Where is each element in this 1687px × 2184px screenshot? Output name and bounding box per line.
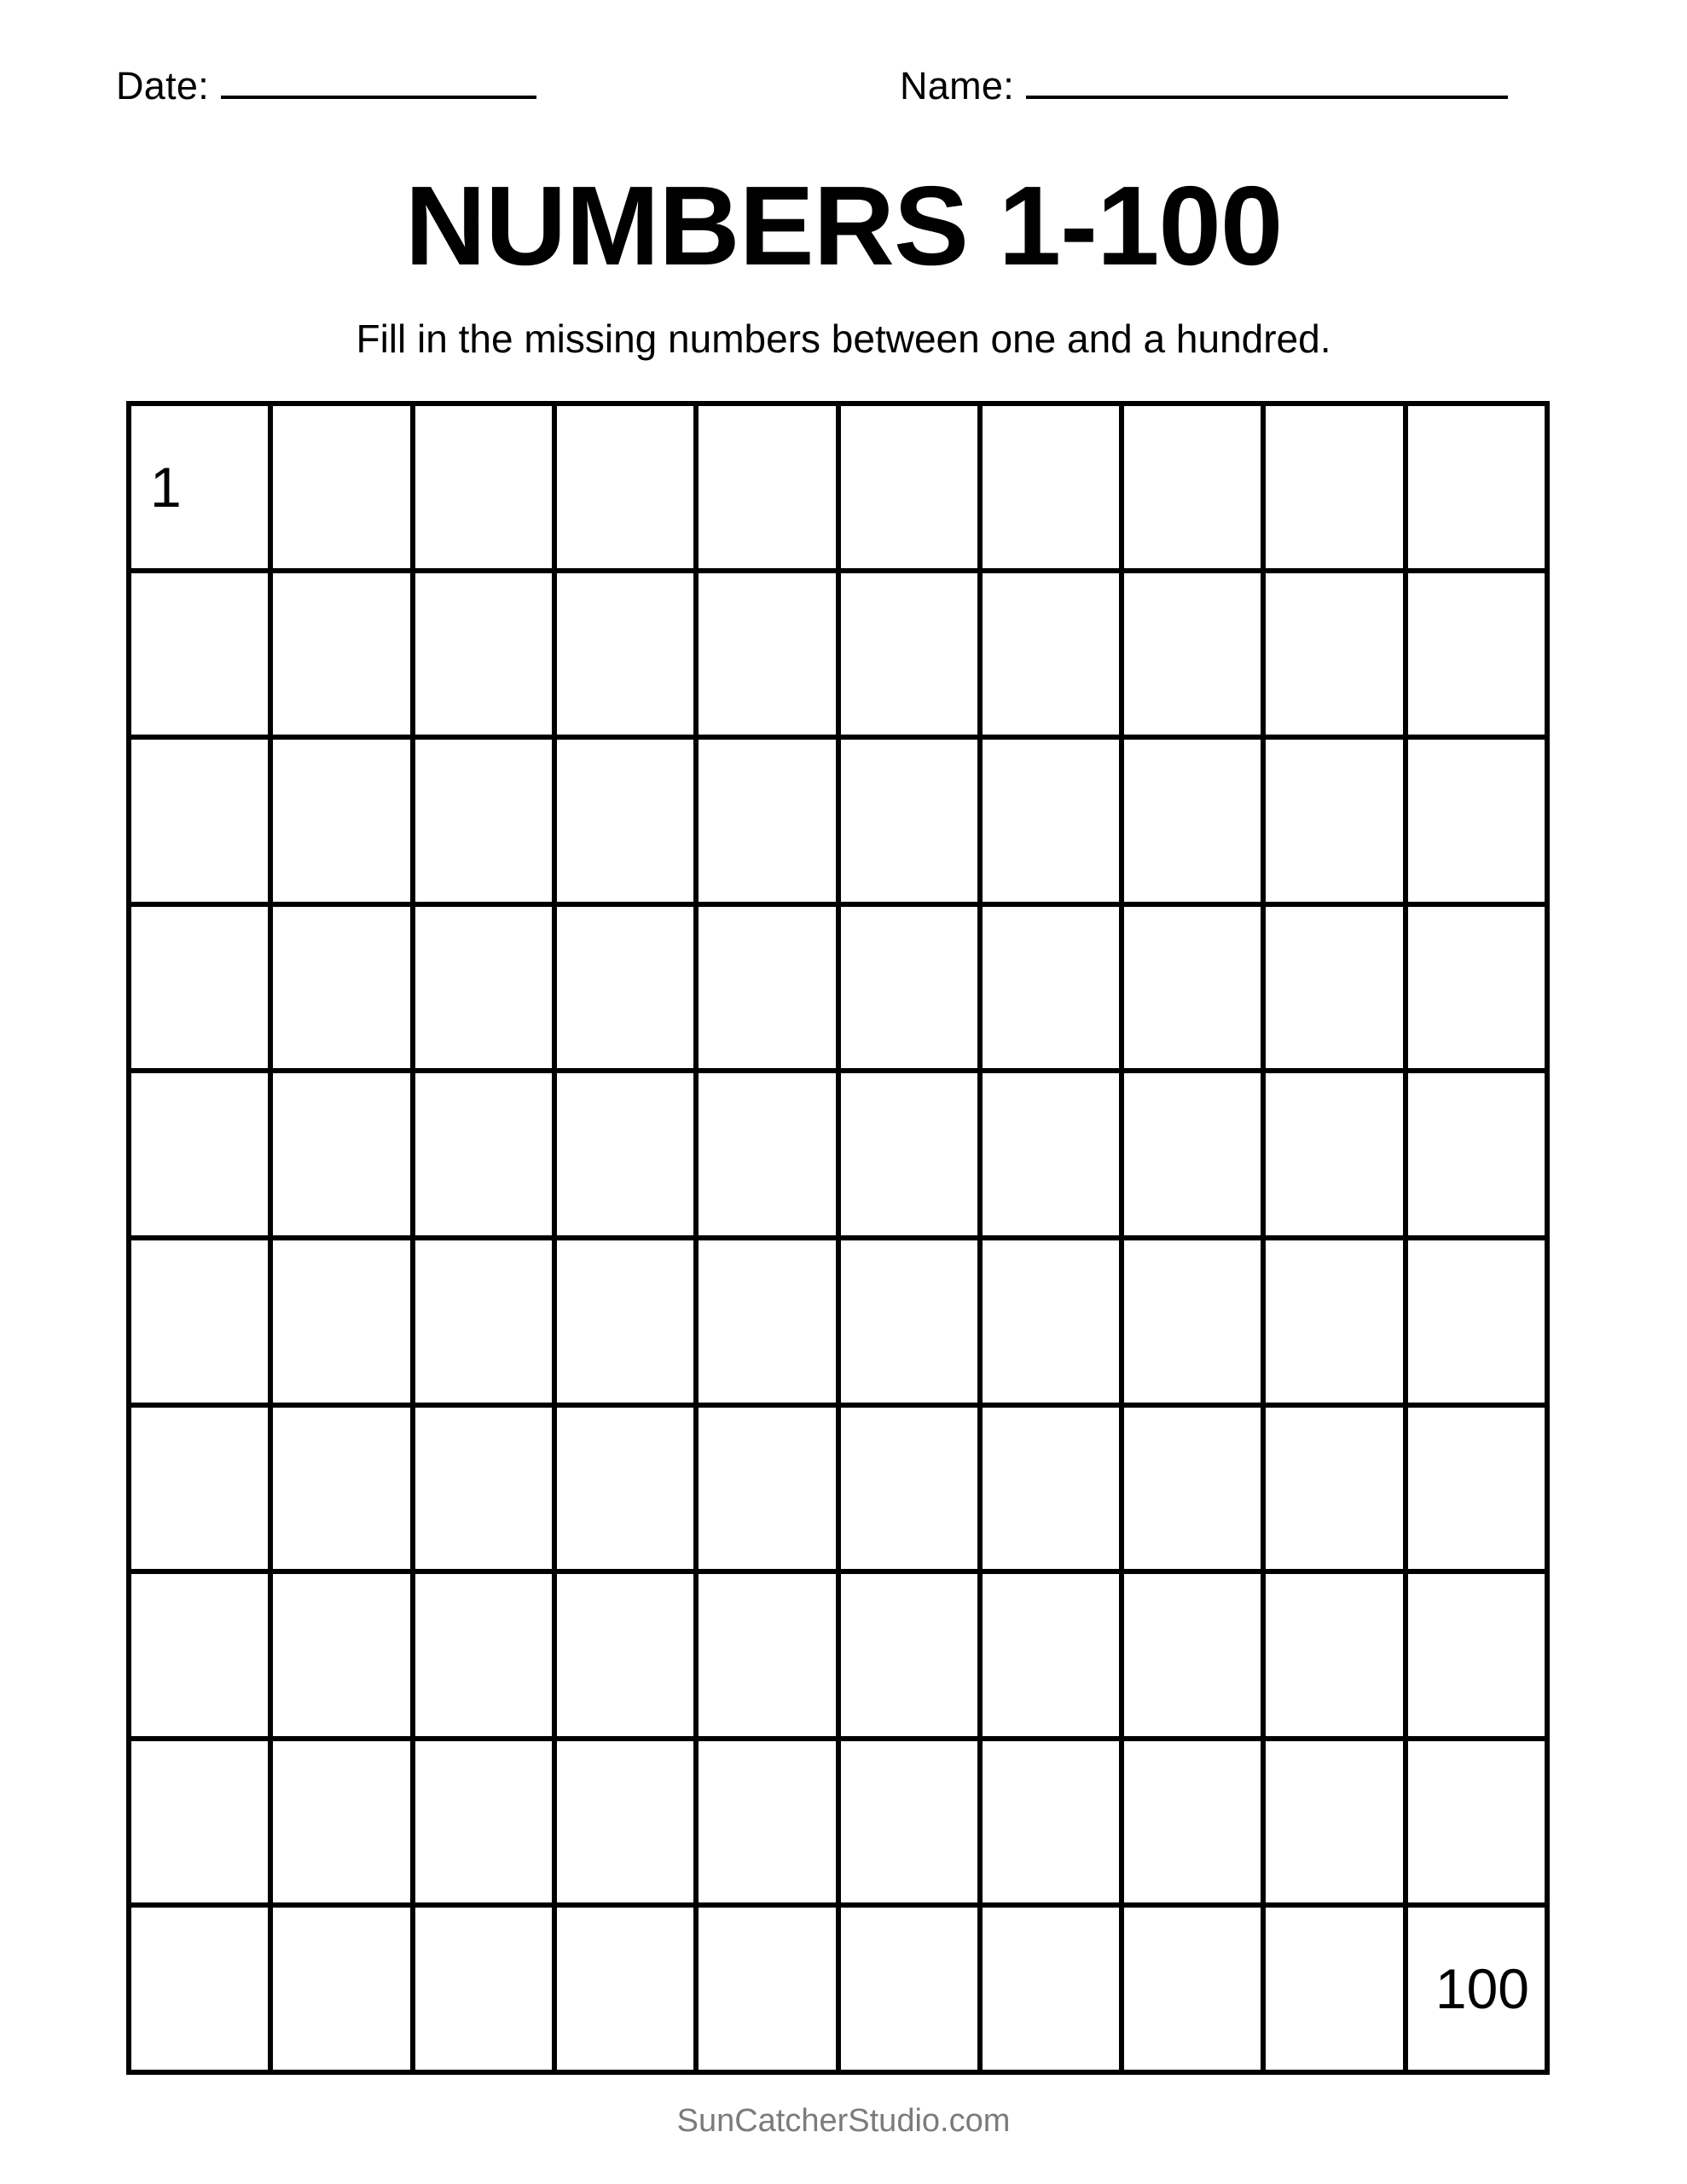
- grid-cell[interactable]: [1408, 406, 1550, 573]
- grid-cell[interactable]: [131, 1073, 273, 1240]
- grid-cell[interactable]: [1124, 406, 1266, 573]
- date-label: Date:: [116, 64, 210, 107]
- grid-cell[interactable]: [1408, 1408, 1550, 1575]
- grid-cell[interactable]: [557, 1073, 699, 1240]
- grid-cell[interactable]: [131, 740, 273, 907]
- grid-cell[interactable]: [841, 907, 983, 1074]
- grid-cell[interactable]: [1266, 740, 1407, 907]
- grid-cell[interactable]: [557, 573, 699, 741]
- grid-cell[interactable]: [1124, 573, 1266, 741]
- grid-cell[interactable]: [983, 1073, 1124, 1240]
- grid-cell[interactable]: [131, 1408, 273, 1575]
- grid-cell[interactable]: [415, 1073, 557, 1240]
- grid-cell[interactable]: [983, 1240, 1124, 1408]
- grid-cell[interactable]: [415, 907, 557, 1074]
- grid-cell[interactable]: [415, 573, 557, 741]
- grid-cell[interactable]: [699, 573, 840, 741]
- grid-cell[interactable]: [415, 1574, 557, 1741]
- grid-cell[interactable]: [1124, 1574, 1266, 1741]
- grid-cell[interactable]: [1124, 1408, 1266, 1575]
- grid-cell[interactable]: [1266, 1908, 1407, 2075]
- grid-cell[interactable]: [841, 1240, 983, 1408]
- grid-cell[interactable]: [983, 907, 1124, 1074]
- grid-cell[interactable]: [273, 573, 415, 741]
- grid-cell[interactable]: [841, 406, 983, 573]
- grid-cell[interactable]: [1408, 1741, 1550, 1908]
- grid-cell[interactable]: [1124, 1240, 1266, 1408]
- grid-cell[interactable]: [557, 1408, 699, 1575]
- grid-cell[interactable]: [699, 907, 840, 1074]
- grid-cell[interactable]: [131, 1741, 273, 1908]
- grid-cell[interactable]: [699, 740, 840, 907]
- grid-cell[interactable]: [415, 406, 557, 573]
- grid-cell[interactable]: [841, 1408, 983, 1575]
- grid-cell[interactable]: [983, 1574, 1124, 1741]
- grid-cell[interactable]: [983, 1908, 1124, 2075]
- grid-cell[interactable]: [983, 1408, 1124, 1575]
- grid-cell[interactable]: [1408, 1073, 1550, 1240]
- grid-cell[interactable]: [1266, 573, 1407, 741]
- grid-cell[interactable]: [1408, 907, 1550, 1074]
- grid-cell[interactable]: [1266, 907, 1407, 1074]
- name-field: [900, 64, 1508, 107]
- grid-cell[interactable]: [1408, 740, 1550, 907]
- grid-cell[interactable]: [131, 1240, 273, 1408]
- grid-cell[interactable]: [1124, 1741, 1266, 1908]
- grid-cell[interactable]: [557, 740, 699, 907]
- grid-cell[interactable]: [273, 1908, 415, 2075]
- page-title: NUMBERS 1-100: [404, 163, 1283, 288]
- page-subtitle: Fill in the missing numbers between one and a hundred.: [356, 317, 1331, 361]
- grid-cell[interactable]: [273, 1574, 415, 1741]
- grid-cell[interactable]: [273, 740, 415, 907]
- grid-cell[interactable]: [841, 573, 983, 741]
- grid-cell[interactable]: [131, 907, 273, 1074]
- grid-cell[interactable]: [1408, 573, 1550, 741]
- grid-cell[interactable]: [557, 406, 699, 573]
- grid-cell[interactable]: [841, 1741, 983, 1908]
- grid-cell[interactable]: [699, 1240, 840, 1408]
- grid-cell[interactable]: 100: [1408, 1908, 1550, 2075]
- number-grid-container: [126, 401, 1550, 2075]
- grid-cell[interactable]: [273, 406, 415, 573]
- grid-cell[interactable]: [1124, 740, 1266, 907]
- grid-cell[interactable]: [699, 1908, 840, 2075]
- grid-cell[interactable]: [1266, 1574, 1407, 1741]
- grid-cell[interactable]: [841, 1073, 983, 1240]
- grid-cell[interactable]: [841, 1908, 983, 2075]
- date-input-line[interactable]: [221, 67, 536, 99]
- grid-cell[interactable]: [415, 1741, 557, 1908]
- number-grid: [126, 401, 1550, 2075]
- grid-cell[interactable]: [131, 573, 273, 741]
- grid-cell[interactable]: [699, 1073, 840, 1240]
- grid-cell[interactable]: [557, 907, 699, 1074]
- grid-cell[interactable]: [699, 406, 840, 573]
- grid-cell[interactable]: [557, 1240, 699, 1408]
- grid-cell[interactable]: [557, 1741, 699, 1908]
- footer-credit: SunCatcherStudio.com: [676, 2103, 1011, 2139]
- grid-cell[interactable]: [557, 1908, 699, 2075]
- grid-cell[interactable]: [273, 1741, 415, 1908]
- grid-cell[interactable]: [1124, 907, 1266, 1074]
- grid-cell[interactable]: [841, 740, 983, 907]
- date-field: [116, 64, 536, 107]
- grid-cell[interactable]: [983, 740, 1124, 907]
- grid-cell[interactable]: [1266, 1073, 1407, 1240]
- grid-cell[interactable]: [1266, 1408, 1407, 1575]
- grid-cell[interactable]: [131, 1908, 273, 2075]
- header-fields: [0, 64, 1687, 126]
- grid-cell[interactable]: [1124, 1908, 1266, 2075]
- grid-cell[interactable]: [841, 1574, 983, 1741]
- grid-cell[interactable]: 1: [131, 406, 273, 573]
- grid-cell[interactable]: [1266, 1741, 1407, 1908]
- grid-cell[interactable]: [415, 1908, 557, 2075]
- grid-cell[interactable]: [983, 1741, 1124, 1908]
- grid-cell[interactable]: [1124, 1073, 1266, 1240]
- grid-cell[interactable]: [415, 1408, 557, 1575]
- grid-cell[interactable]: [699, 1741, 840, 1908]
- name-input-line[interactable]: [1026, 67, 1508, 99]
- grid-cell[interactable]: [983, 573, 1124, 741]
- grid-cell[interactable]: [415, 740, 557, 907]
- grid-cell[interactable]: [131, 1574, 273, 1741]
- grid-cell[interactable]: [1266, 1240, 1407, 1408]
- grid-cell[interactable]: [1408, 1574, 1550, 1741]
- grid-cell[interactable]: [415, 1240, 557, 1408]
- grid-cell[interactable]: [699, 1574, 840, 1741]
- grid-cell[interactable]: [557, 1574, 699, 1741]
- grid-cell[interactable]: [1266, 406, 1407, 573]
- grid-cell[interactable]: [273, 1073, 415, 1240]
- grid-cell[interactable]: [273, 907, 415, 1074]
- grid-cell[interactable]: [699, 1408, 840, 1575]
- grid-cell[interactable]: [273, 1408, 415, 1575]
- grid-cell[interactable]: [273, 1240, 415, 1408]
- name-label: Name:: [900, 64, 1015, 107]
- grid-cell[interactable]: [983, 406, 1124, 573]
- grid-cell[interactable]: [1408, 1240, 1550, 1408]
